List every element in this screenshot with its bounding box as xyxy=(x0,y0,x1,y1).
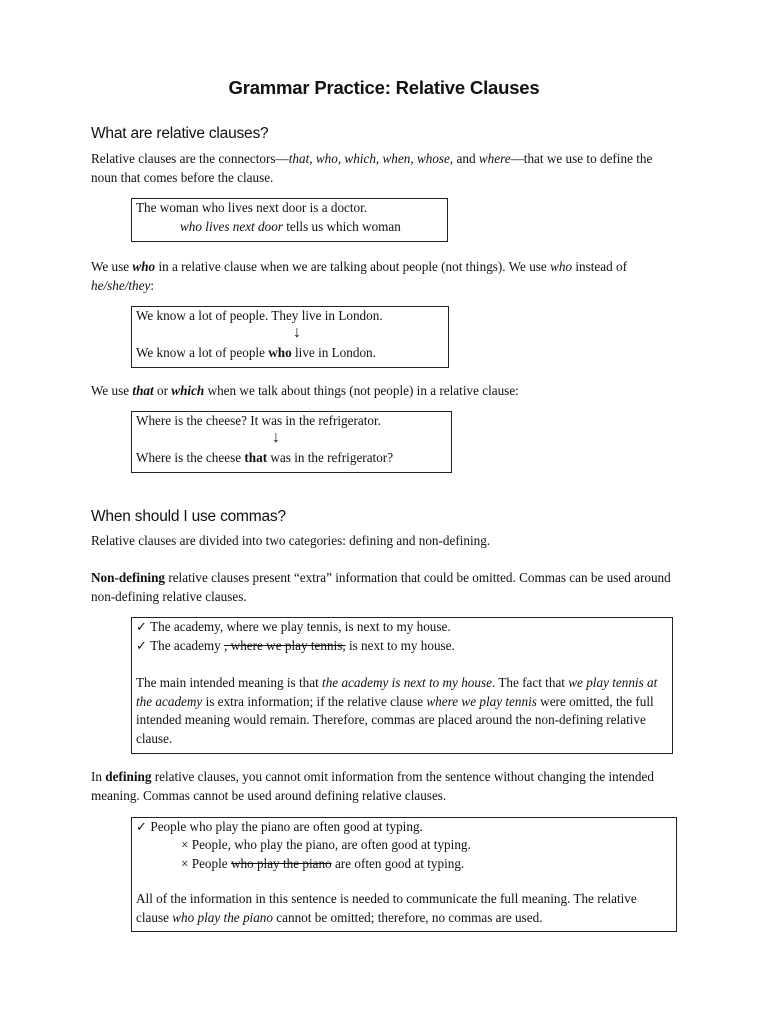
that-which-paragraph: We use that or which when we talk about things (not people) in a relative clause: xyxy=(91,383,519,398)
example-sentence-combined: We know a lot of people who live in London. xyxy=(136,345,376,360)
who-paragraph: We use who in a relative clause when we are talking about people (not things). We use who instead of he/she/they: xyxy=(91,259,627,293)
correct-example: ✓ People who play the piano are often good at typing. xyxy=(136,819,423,834)
cross-icon: × xyxy=(181,837,189,852)
down-arrow-icon: ↓ xyxy=(272,429,280,446)
example-box-cheese xyxy=(131,411,452,473)
incorrect-example-omitted: × People who play the piano are often good at typing. xyxy=(181,856,465,871)
example-sentence-two: We know a lot of people. They live in London. xyxy=(136,308,383,323)
correct-example: ✓ The academy, where we play tennis, is next to my house. xyxy=(136,619,451,634)
intro-paragraph: Relative clauses are the connectors—that, who, which, when, whose, and where—that we use to define the noun that comes before the clause. xyxy=(91,151,653,185)
example-box-piano xyxy=(131,817,677,932)
example-sentence-combined: Where is the cheese that was in the refrigerator? xyxy=(136,450,394,465)
example-sentence-two: Where is the cheese? It was in the refrigerator. xyxy=(136,413,381,428)
example-box-academy xyxy=(131,617,673,754)
incorrect-example-commas: × People, who play the piano, are often good at typing. xyxy=(181,837,471,852)
example-sentence: The woman who lives next door is a doctor. xyxy=(136,200,368,215)
categories-paragraph: Relative clauses are divided into two categories: defining and non-defining. xyxy=(91,533,491,548)
example-box-woman xyxy=(131,198,448,242)
example-box-people xyxy=(131,306,449,368)
check-icon: ✓ xyxy=(136,819,148,834)
correct-example-omitted: ✓ The academy , where we play tennis, is next to my house. xyxy=(136,638,455,653)
check-icon: ✓ xyxy=(136,638,148,653)
down-arrow-icon: ↓ xyxy=(293,324,301,341)
academy-explanation: The main intended meaning is that the academy is next to my house. The fact that we play tennis at the academy is extra information; if the relative clause where we play tennis were omitted, the full intended meaning would remain. Therefore, commas are placed around the non-defining relative clause. xyxy=(136,675,658,746)
check-icon: ✓ xyxy=(136,619,148,634)
heading-what-are-relative-clauses: What are relative clauses? xyxy=(91,125,269,142)
cross-icon: × xyxy=(181,856,189,871)
piano-explanation: All of the information in this sentence is needed to communicate the full meaning. The relative clause who play the piano cannot be omitted; therefore, no commas are used. xyxy=(136,891,637,925)
heading-when-use-commas: When should I use commas? xyxy=(91,508,286,525)
defining-paragraph: In defining relative clauses, you cannot omit information from the sentence without changing the intended meaning. Commas cannot be used around defining relative clauses. xyxy=(91,769,654,803)
example-explanation: who lives next door tells us which woman xyxy=(180,219,401,234)
nondefining-paragraph: Non-defining relative clauses present “extra” information that could be omitted. Commas can be used around non-defining relative clauses. xyxy=(91,570,671,604)
page-title: Grammar Practice: Relative Clauses xyxy=(228,77,540,98)
